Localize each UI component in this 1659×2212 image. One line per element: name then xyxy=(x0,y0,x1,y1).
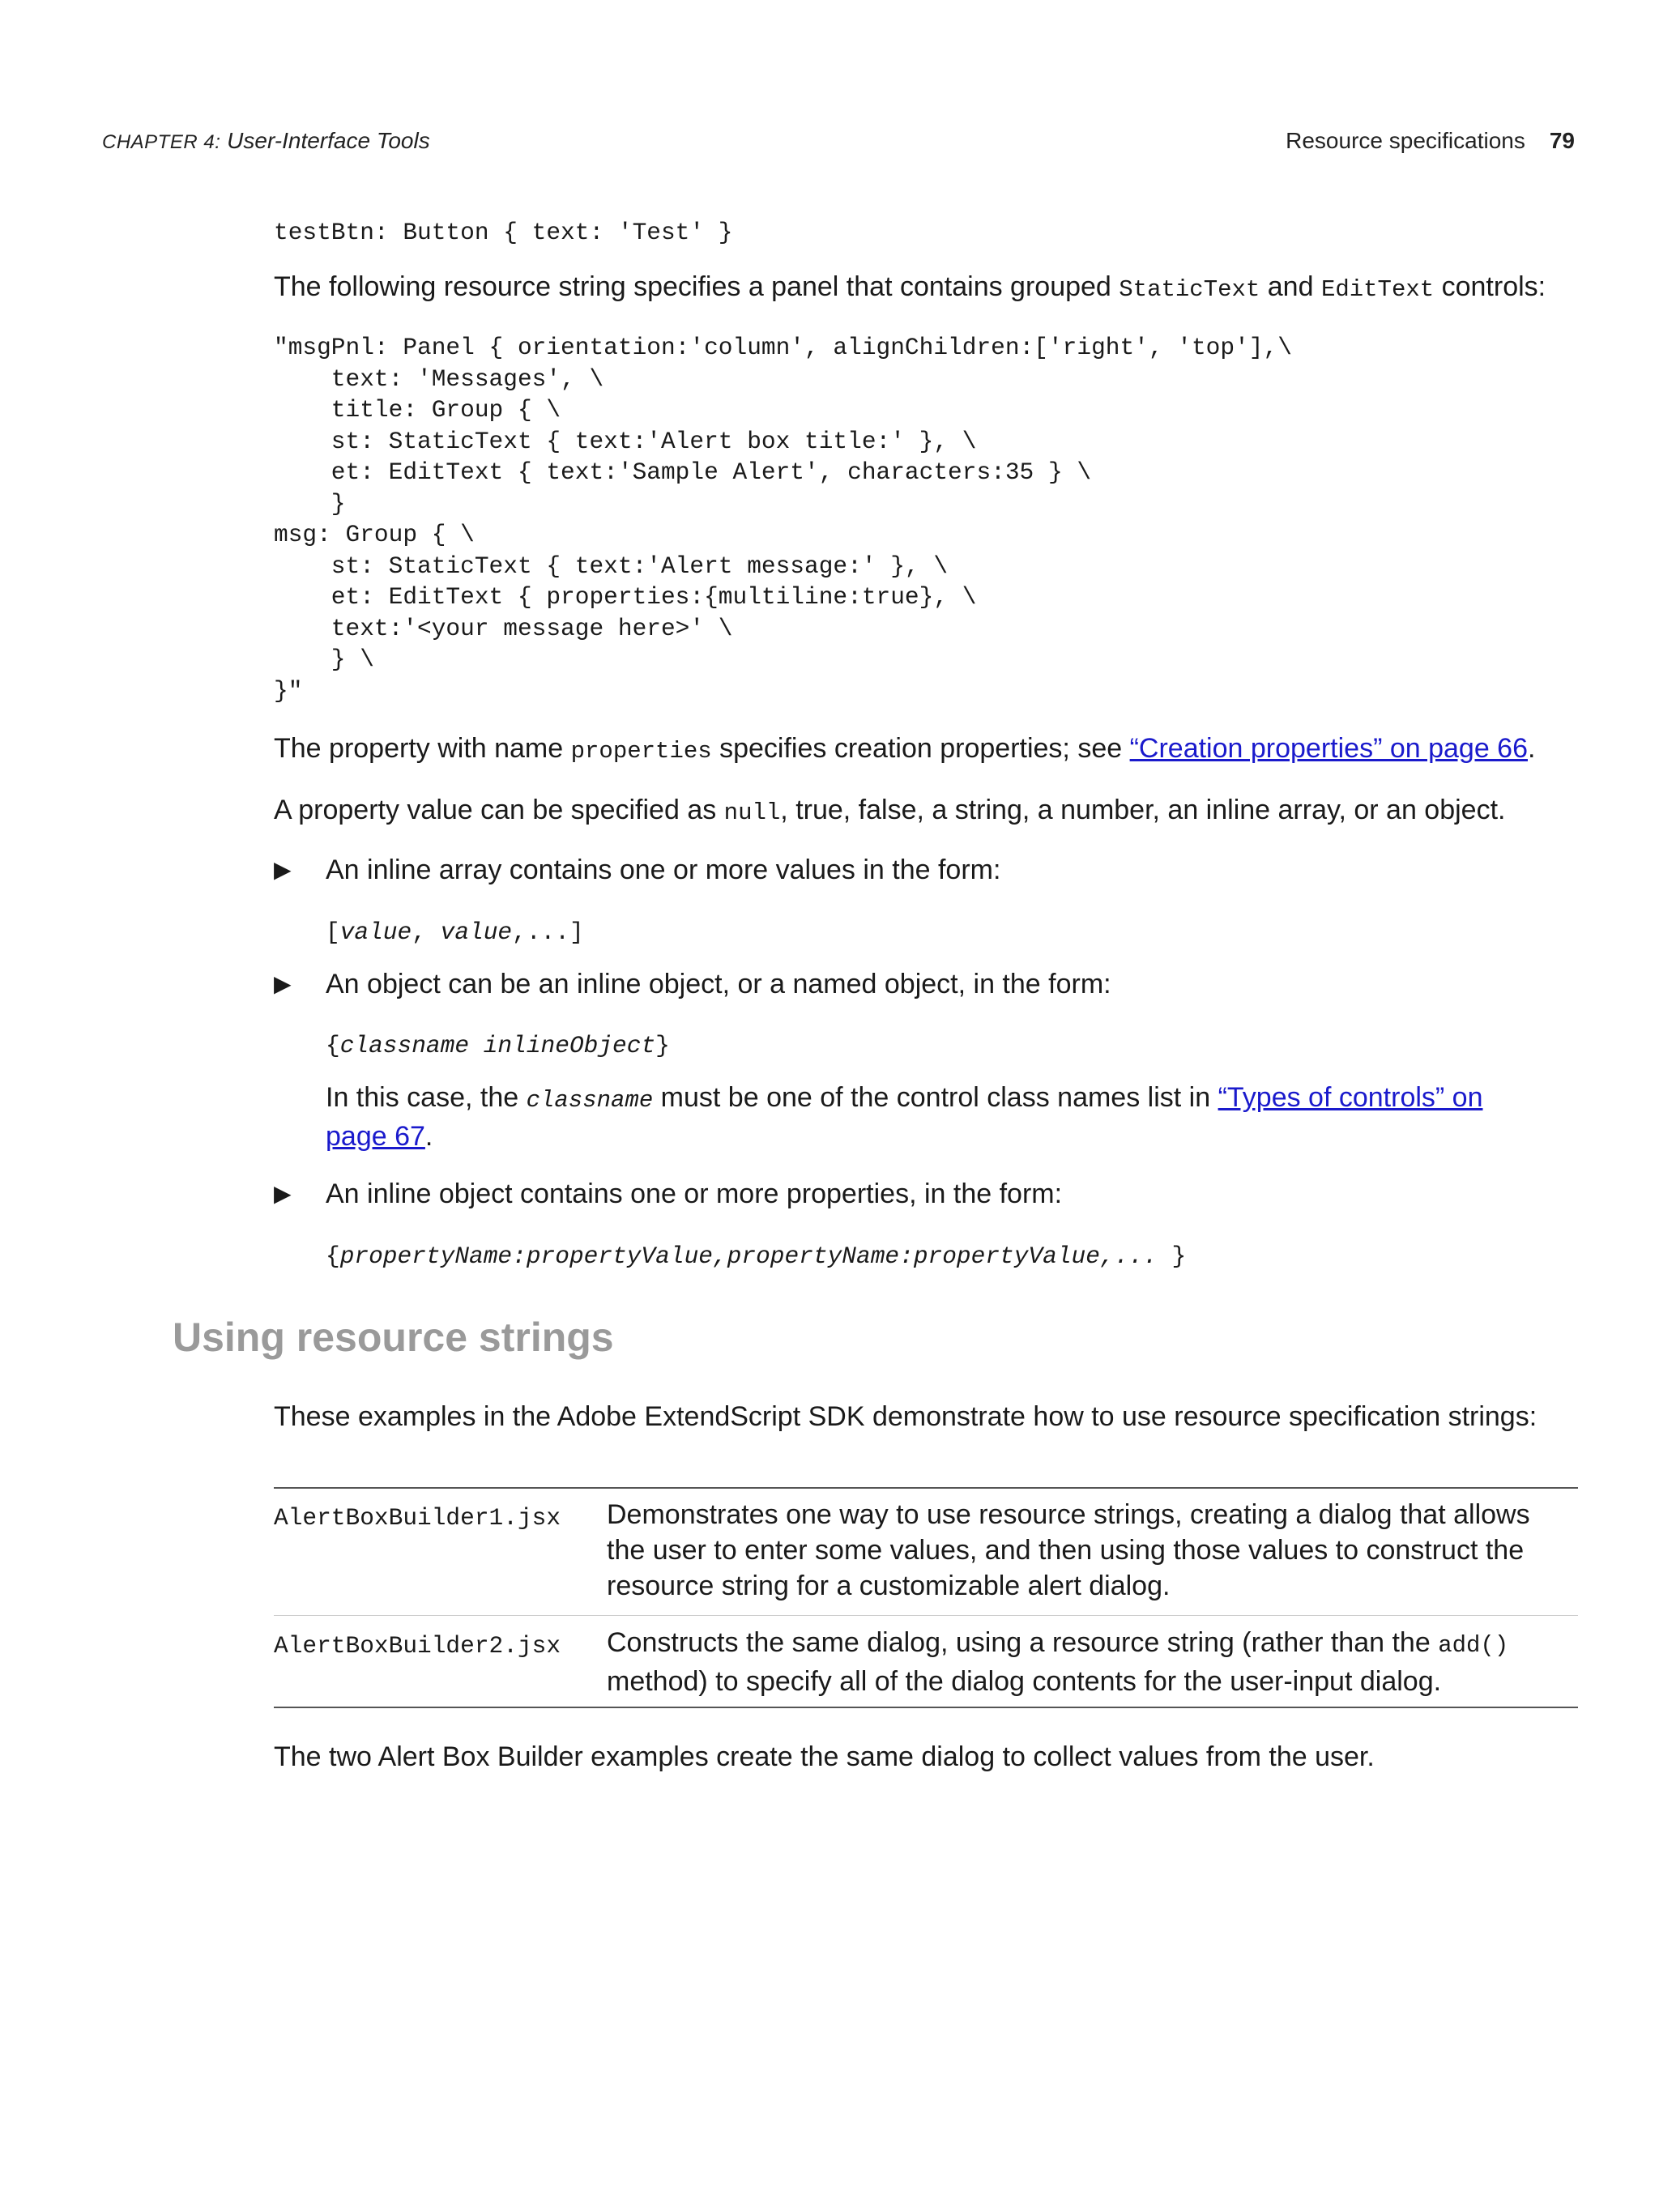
inline-code-null: null xyxy=(723,799,781,826)
text: and xyxy=(1260,271,1321,302)
code-token: { xyxy=(326,1242,340,1270)
paragraph-properties xyxy=(274,731,1535,769)
text-line: the user to enter some values, and then using those values to construct the xyxy=(607,1535,1525,1566)
bullet-marker: ▶ xyxy=(274,971,292,996)
text: , true, false, a string, a number, an inline array, or an object. xyxy=(780,795,1506,825)
section-heading: Using resource strings xyxy=(173,1315,614,1360)
bullet-text-inline-array: An inline array contains one or more values in the form: xyxy=(326,855,1001,885)
table-bottom-rule xyxy=(274,1707,1578,1708)
inline-code-statictext: StaticText xyxy=(1119,276,1260,303)
table-cell-file: AlertBoxBuilder1.jsx xyxy=(274,1504,561,1532)
text: specifies creation properties; see xyxy=(711,733,1130,764)
text: controls: xyxy=(1434,271,1546,302)
chapter-prefix: CHAPTER 4: xyxy=(102,131,221,153)
paragraph-property-value xyxy=(274,792,1505,831)
text-line xyxy=(607,1625,1571,1664)
paragraph-panel xyxy=(274,269,1546,308)
code-token: { xyxy=(326,1032,340,1059)
paragraph-classname xyxy=(326,1080,1573,1154)
code-token: value xyxy=(339,918,412,946)
text: . xyxy=(1528,733,1536,764)
text: The following resource string specifies a panel that contains grouped xyxy=(274,271,1120,302)
paragraph-final: The two Alert Box Builder examples create the same dialog to collect values from the user. xyxy=(274,1741,1375,1772)
section-title: Resource specifications xyxy=(1286,128,1525,153)
code-block-msgpnl: "msgPnl: Panel { orientation:'column', alignChildren:['right', 'top'],\ text: 'Messages', \ title: Group { \ st: StaticText { text:'Alert box title:' }, \ et: EditText { text:'Sample Alert', characters:35 } \ } msg: Group { \ st: StaticText { text:'Alert message:' }, \ et: EditText { properties:{multiline:true}, \ text:'<your message here>' \ } \ }" xyxy=(274,334,1292,705)
link-types-of-controls-page[interactable]: page 67 xyxy=(326,1121,425,1152)
code-inline-object xyxy=(326,1030,670,1062)
inline-code-add: add() xyxy=(1438,1632,1509,1659)
running-header-section xyxy=(1286,128,1575,154)
link-creation-properties[interactable]: “Creation properties” on page 66 xyxy=(1129,733,1528,764)
table-row-divider xyxy=(274,1615,1578,1616)
table-top-rule xyxy=(274,1487,1578,1489)
text: must be one of the control class names list in xyxy=(653,1082,1218,1113)
bullet-marker: ▶ xyxy=(274,857,292,882)
code-token: ,...] xyxy=(512,918,584,946)
code-token: classname inlineObject xyxy=(339,1032,656,1059)
chapter-title: User-Interface Tools xyxy=(227,128,430,153)
code-token: [ xyxy=(326,918,340,946)
text: Constructs the same dialog, using a resource string (rather than the xyxy=(607,1627,1439,1658)
code-token: } xyxy=(655,1032,670,1059)
bullet-marker: ▶ xyxy=(274,1181,292,1206)
text-line: Demonstrates one way to use resource strings, creating a dialog that allows xyxy=(607,1499,1530,1530)
code-token: , xyxy=(412,918,441,946)
link-types-of-controls[interactable]: “Types of controls” on xyxy=(1218,1082,1483,1113)
text: . xyxy=(424,1121,433,1152)
bullet-text-inline-object: An inline object contains one or more properties, in the form: xyxy=(326,1178,1063,1209)
table-cell-description xyxy=(607,1497,1571,1604)
text: In this case, the xyxy=(326,1082,527,1113)
inline-code-edittext: EditText xyxy=(1320,276,1435,303)
code-token: propertyName:propertyValue,propertyName:propertyValue,... xyxy=(339,1242,1158,1270)
table-cell-file: AlertBoxBuilder2.jsx xyxy=(274,1632,561,1660)
code-testbtn: testBtn: Button { text: 'Test' } xyxy=(274,219,733,246)
code-token: } xyxy=(1157,1242,1187,1270)
code-inline-array xyxy=(326,917,584,948)
code-token: value xyxy=(440,918,513,946)
text: A property value can be specified as xyxy=(274,795,724,825)
inline-code-classname: classname xyxy=(526,1087,654,1114)
text-line: resource string for a customizable alert dialog. xyxy=(607,1571,1171,1601)
paragraph-examples: These examples in the Adobe ExtendScript SDK demonstrate how to use resource specification strings: xyxy=(274,1401,1537,1432)
bullet-text-object: An object can be an inline object, or a named object, in the form: xyxy=(326,969,1111,999)
code-inline-properties xyxy=(326,1241,1186,1272)
table-cell-description xyxy=(607,1625,1571,1699)
running-header-chapter xyxy=(102,128,430,154)
page-number: 79 xyxy=(1549,128,1575,153)
text: The property with name xyxy=(274,733,571,764)
text-line: method) to specify all of the dialog contents for the user-input dialog. xyxy=(607,1666,1442,1697)
inline-code-properties: properties xyxy=(570,738,712,765)
